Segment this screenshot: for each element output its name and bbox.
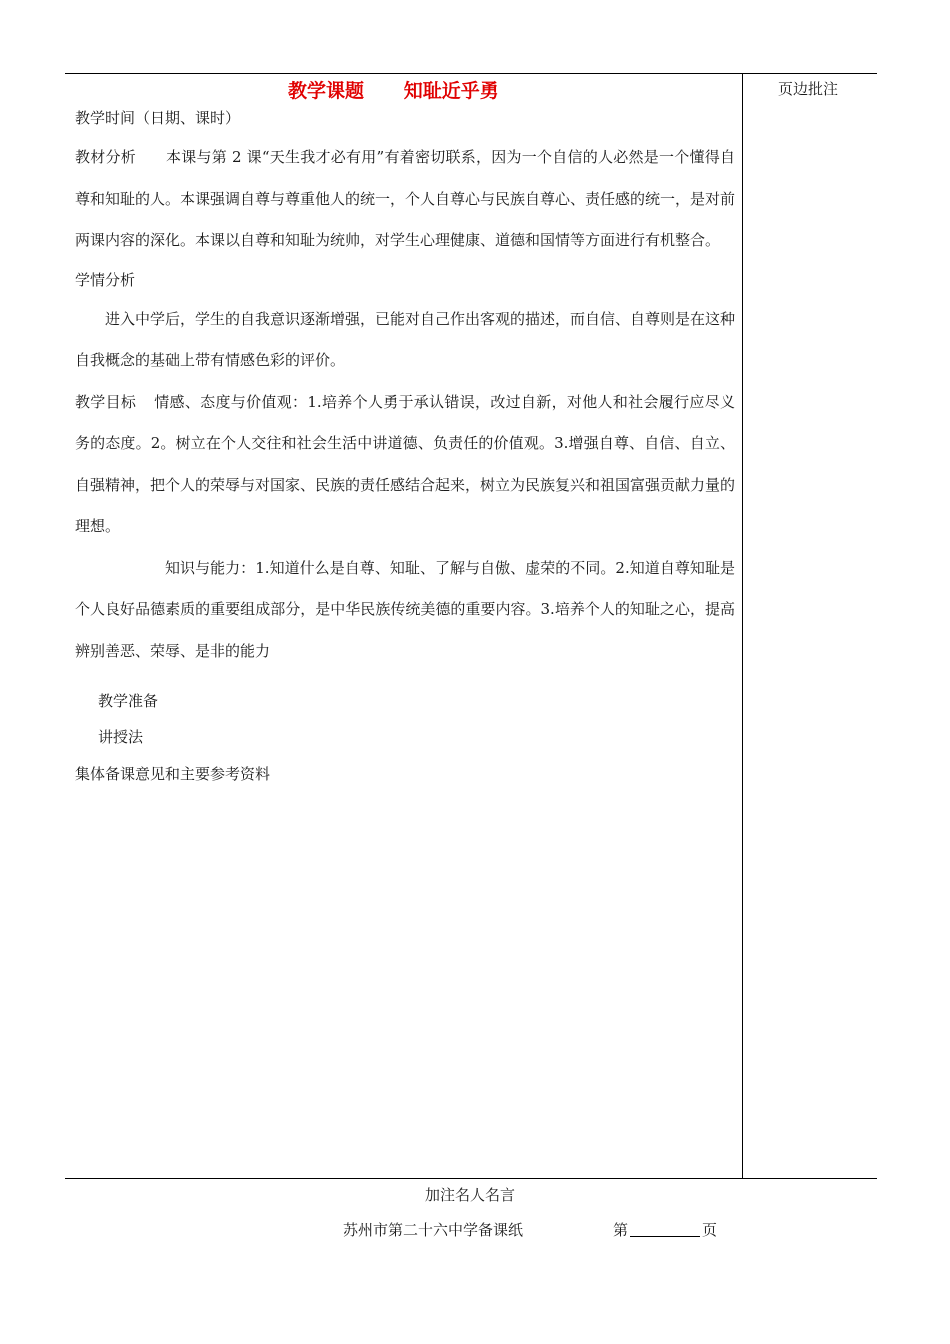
prep-label: 教学准备 — [98, 692, 159, 710]
method-label: 讲授法 — [98, 728, 144, 746]
page-number — [613, 1219, 717, 1240]
goal-label: 教学目标 — [75, 392, 137, 411]
side-divider — [742, 73, 743, 1179]
bottom-rule — [65, 1178, 877, 1179]
group-label: 集体备课意见和主要参考资料 — [75, 765, 271, 783]
material-text: 本课与第 2 课“天生我才必有用”有着密切联系，因为一个自信的人必然是一个懂得自尊和知耻的人。本课强调自尊与尊重他人的统一，个人自尊心与民族自尊心、责任感的统一，是对前两课内容的深化。本课以自尊和知耻为统帅，对学生心理健康、道德和国情等方面进行有机整合。 — [75, 148, 736, 249]
side-note-label: 页边批注 — [778, 80, 839, 98]
page-prefix: 第 — [613, 1221, 629, 1239]
ability-text: 知识与能力：1.知道什么是自尊、知耻、了解与自傲、虚荣的不同。2.知道自尊知耻是个人良好品德素质的重要组成部分，是中华民族传统美德的重要内容。3.培养个人的知耻之心，提高辨别善恶、荣辱、是非的能力 — [75, 558, 735, 660]
teaching-goals — [75, 382, 735, 548]
quote-label: 加注名人名言 — [425, 1186, 516, 1204]
page-suffix: 页 — [702, 1221, 718, 1239]
page-number-blank[interactable] — [630, 1222, 700, 1237]
student-label: 学情分析 — [75, 270, 136, 289]
lesson-body — [75, 100, 735, 672]
school-label: 苏州市第二十六中学备课纸 — [343, 1221, 524, 1239]
goal-text: 情感、态度与价值观：1.培养个人勇于承认错误，改过自新，对他人和社会履行应尽义务的态度。2。树立在个人交往和社会生活中讲道德、负责任的价值观。3.增强自尊、自信、自立、自强精神，把个人的荣辱与对国家、民族的责任感结合起来，树立为民族复兴和祖国富强贡献力量的理想。 — [75, 392, 736, 535]
student-text: 进入中学后，学生的自我意识逐渐增强，已能对自己作出客观的描述，而自信、自尊则是在这种自我概念的基础上带有情感色彩的评价。 — [75, 309, 736, 369]
material-analysis — [75, 137, 735, 262]
material-label: 教材分析 — [75, 148, 137, 166]
teaching-time: 教学时间（日期、课时） — [75, 109, 241, 127]
top-rule — [65, 73, 877, 74]
lesson-title: 教学课题 知耻近乎勇 — [288, 80, 499, 102]
